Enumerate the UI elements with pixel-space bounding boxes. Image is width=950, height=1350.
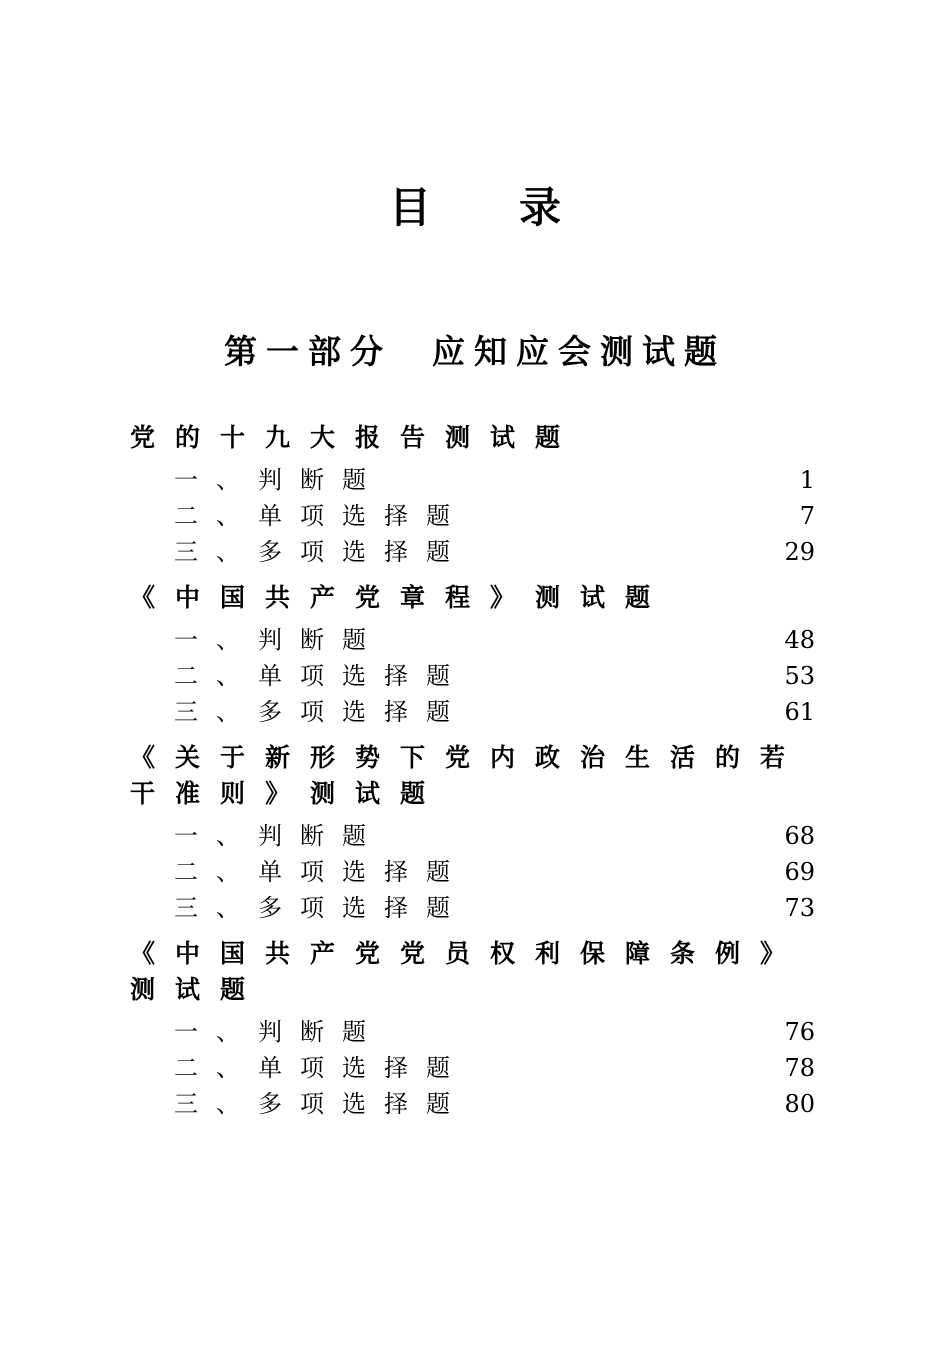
entry-page-number: 7 — [799, 502, 815, 530]
section-entries — [130, 622, 815, 730]
section-entries — [130, 818, 815, 926]
part-name: 应知应会测试题 — [432, 332, 726, 371]
entry-label: 二、单项选择题 — [174, 662, 468, 690]
entry-page-number: 69 — [784, 858, 815, 886]
section-title[interactable]: 《关于新形势下党内政治生活的若干准则》测试题 — [130, 743, 806, 808]
part-heading — [0, 330, 950, 374]
part-label: 第一部分 — [224, 332, 392, 371]
section-entries — [130, 462, 815, 570]
section-entries — [130, 1014, 815, 1122]
toc-section — [130, 580, 815, 730]
entry-label: 三、多项选择题 — [174, 538, 468, 566]
toc-entry[interactable] — [130, 890, 815, 926]
section-title[interactable]: 《中国共产党党员权利保障条例》测试题 — [130, 939, 806, 1004]
entry-label: 一、判断题 — [174, 822, 384, 850]
entry-page-number: 80 — [784, 1090, 815, 1118]
entry-label: 三、多项选择题 — [174, 1090, 468, 1118]
toc-entry[interactable] — [130, 498, 815, 534]
entry-page-number: 48 — [784, 626, 815, 654]
toc-entry[interactable] — [130, 658, 815, 694]
toc-entry[interactable] — [130, 854, 815, 890]
entry-page-number: 73 — [784, 894, 815, 922]
entry-page-number: 76 — [784, 1018, 815, 1046]
entry-page-number: 68 — [784, 822, 815, 850]
toc-entry[interactable] — [130, 534, 815, 570]
toc-entry[interactable] — [130, 1014, 815, 1050]
entry-page-number: 61 — [784, 698, 815, 726]
toc-entry[interactable] — [130, 462, 815, 498]
toc-entry[interactable] — [130, 622, 815, 658]
entry-label: 三、多项选择题 — [174, 698, 468, 726]
entry-page-number: 29 — [784, 538, 815, 566]
entry-label: 二、单项选择题 — [174, 1054, 468, 1082]
entry-label: 一、判断题 — [174, 626, 384, 654]
toc-entry[interactable] — [130, 1086, 815, 1122]
entry-page-number: 78 — [784, 1054, 815, 1082]
entry-label: 一、判断题 — [174, 466, 384, 494]
entry-label: 二、单项选择题 — [174, 858, 468, 886]
page-title: 目录 — [388, 183, 649, 232]
entry-label: 三、多项选择题 — [174, 894, 468, 922]
entry-label: 一、判断题 — [174, 1018, 384, 1046]
toc-entry[interactable] — [130, 694, 815, 730]
table-of-contents — [130, 420, 815, 1122]
toc-entry[interactable] — [130, 818, 815, 854]
entry-page-number: 1 — [799, 466, 815, 494]
section-title[interactable]: 党的十九大报告测试题 — [130, 423, 581, 452]
entry-label: 二、单项选择题 — [174, 502, 468, 530]
toc-section — [130, 936, 815, 1122]
toc-entry[interactable] — [130, 1050, 815, 1086]
section-title[interactable]: 《中国共产党章程》测试题 — [130, 583, 671, 612]
entry-page-number: 53 — [784, 662, 815, 690]
toc-section — [130, 740, 815, 926]
toc-section — [130, 420, 815, 570]
